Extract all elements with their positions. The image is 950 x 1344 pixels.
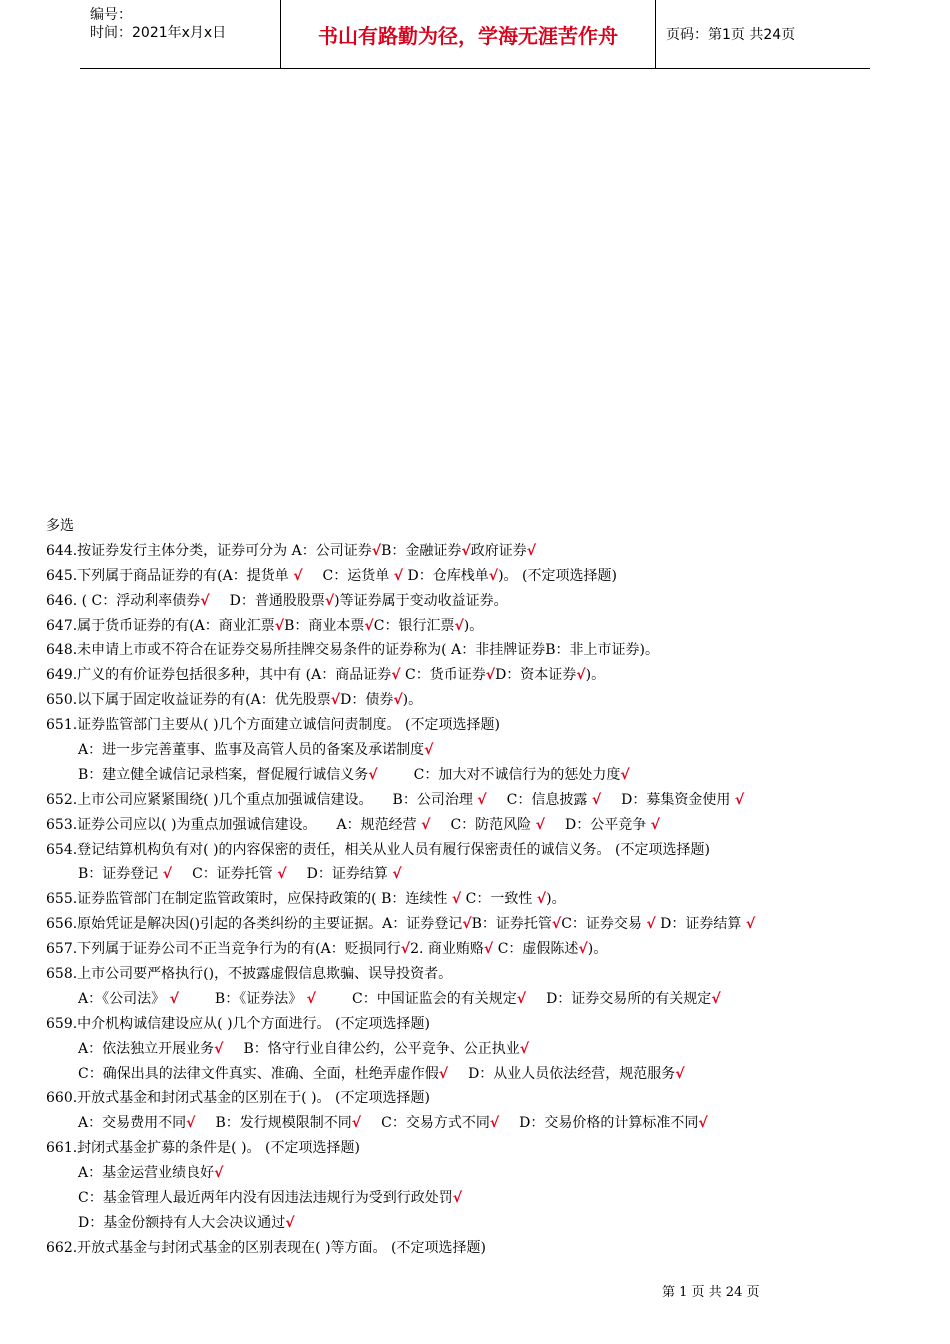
- question-652: [46, 788, 906, 813]
- answer-text: 649.广义的有价证券包括很多种，其中有 (A：商品证券: [46, 667, 392, 684]
- answer-text: C：运货单: [322, 567, 390, 584]
- check-mark-icon: √: [162, 866, 173, 883]
- answer-text: )等证券属于变动收益证券。: [334, 592, 508, 609]
- answer-text: )。: [463, 617, 484, 634]
- section-title: 多选: [46, 518, 74, 534]
- answer-text: )。: [546, 891, 566, 908]
- answer-text: D：证券交易所的有关规定: [546, 990, 712, 1007]
- check-mark-icon: √: [285, 1214, 295, 1231]
- check-mark-icon: √: [293, 567, 303, 584]
- question-654: 654.登记结算机构负有对( )的内容保密的责任，相关从业人员有履行保密责任的诚信义务。 (不定项选择题): [46, 841, 710, 858]
- answer-text: A：交易费用不同: [78, 1115, 187, 1132]
- check-mark-icon: √: [698, 1115, 708, 1132]
- answer-text: )。: [402, 692, 423, 709]
- option-651-a: [46, 738, 906, 763]
- answer-text: D：资本证券: [495, 667, 577, 684]
- check-mark-icon: √: [277, 866, 287, 883]
- question-list: [46, 514, 906, 1261]
- question-662: 662.开放式基金与封闭式基金的区别表现在( )等方面。 (不定项选择题): [46, 1239, 486, 1256]
- check-mark-icon: √: [578, 941, 588, 958]
- question-653: [46, 813, 906, 838]
- answer-text: B：《证券法》: [214, 990, 303, 1007]
- check-mark-icon: √: [745, 916, 756, 933]
- check-mark-icon: √: [516, 990, 527, 1007]
- option-659-ab: [46, 1037, 906, 1062]
- check-mark-icon: √: [461, 542, 471, 559]
- answer-text: B：公司治理: [392, 791, 473, 808]
- answer-text: D：证券结算: [306, 866, 388, 883]
- check-mark-icon: √: [400, 941, 411, 958]
- answer-text: C：银行汇票: [373, 617, 455, 634]
- answer-text: A：进一步完善董事、监事及高管人员的备案及承诺制度: [78, 742, 425, 759]
- check-mark-icon: √: [734, 791, 745, 808]
- check-mark-icon: √: [711, 990, 721, 1007]
- page-footer: 第 1 页 共 24 页: [662, 1285, 760, 1300]
- question-645: [46, 564, 906, 589]
- answer-text: 2. 商业贿赂: [410, 941, 484, 958]
- answer-text: 647.属于货币证券的有(A：商业汇票: [46, 617, 275, 634]
- check-mark-icon: √: [186, 1115, 196, 1132]
- check-mark-icon: √: [214, 1165, 224, 1182]
- answer-text: D：普通股股票: [229, 592, 325, 609]
- option-654: [46, 862, 906, 887]
- answer-text: 656.原始凭证是解决因()引起的各类纠纷的主要证据。A：证券登记: [46, 916, 463, 933]
- question-644: [46, 539, 906, 564]
- answer-text: C：交易方式不同: [381, 1115, 490, 1132]
- check-mark-icon: √: [391, 667, 401, 684]
- check-mark-icon: √: [535, 816, 545, 833]
- check-mark-icon: √: [488, 567, 499, 584]
- answer-text: )。: [585, 667, 606, 684]
- document-number-label: 编号：: [90, 7, 132, 23]
- answer-text: C：证券交易: [561, 916, 642, 933]
- check-mark-icon: √: [462, 916, 472, 933]
- answer-text: A：规范经营: [336, 816, 417, 833]
- answer-text: 655.证券监管部门在制定监管政策时，应保持政策的( B：连续性: [46, 891, 448, 908]
- check-mark-icon: √: [371, 542, 382, 559]
- question-646: [46, 589, 906, 614]
- header-motto: 书山有路勤为径，学海无涯苦作舟: [281, 0, 656, 68]
- answer-text: 645.下列属于商品证券的有(A：提货单: [46, 567, 289, 584]
- option-660: [46, 1111, 906, 1136]
- answer-text: B：发行规模限制不同: [215, 1115, 352, 1132]
- check-mark-icon: √: [393, 567, 404, 584]
- answer-text: C：信息披露: [506, 791, 588, 808]
- option-651-bc: [46, 763, 906, 788]
- check-mark-icon: √: [306, 990, 317, 1007]
- check-mark-icon: √: [576, 667, 586, 684]
- answer-text: C：中国证监会的有关规定: [352, 990, 517, 1007]
- answer-text: B：建立健全诚信记录档案，督促履行诚信义务: [78, 766, 369, 783]
- option-661-d: [46, 1211, 906, 1236]
- answer-text: C：货币证券: [405, 667, 486, 684]
- answer-text: B：证券登记: [78, 866, 159, 883]
- check-mark-icon: √: [421, 816, 431, 833]
- check-mark-icon: √: [551, 916, 562, 933]
- answer-text: 646. ( C：浮动利率债券: [46, 592, 201, 609]
- check-mark-icon: √: [454, 617, 464, 634]
- answer-text: D：交易价格的计算标准不同: [519, 1115, 699, 1132]
- answer-text: C：虚假陈述: [497, 941, 579, 958]
- check-mark-icon: √: [274, 617, 285, 634]
- answer-text: B：证券托管: [471, 916, 552, 933]
- answer-text: A：基金运营业绩良好: [78, 1165, 215, 1182]
- answer-text: A：《公司法》: [78, 990, 166, 1007]
- option-661-a: [46, 1161, 906, 1186]
- answer-text: C：确保出具的法律文件真实、准确、全面，杜绝弄虚作假: [78, 1065, 439, 1082]
- answer-text: B：恪守行业自律公约，公平竞争、公正执业: [243, 1040, 520, 1057]
- page-header: [80, 0, 870, 69]
- question-648: 648.未申请上市或不符合在证券交易所挂牌交易条件的证券称为( A：非挂牌证券B：非上市证券)。: [46, 642, 659, 659]
- check-mark-icon: √: [392, 866, 402, 883]
- question-655: [46, 887, 906, 912]
- answer-text: D：募集资金使用: [621, 791, 731, 808]
- answer-text: 650.以下属于固定收益证券的有(A：优先股票: [46, 692, 331, 709]
- check-mark-icon: √: [675, 1065, 685, 1082]
- option-658: [46, 987, 906, 1012]
- answer-text: C：基金管理人最近两年内没有因违法违规行为受到行政处罚: [78, 1190, 453, 1207]
- answer-text: A：依法独立开展业务: [78, 1040, 215, 1057]
- question-656: [46, 912, 906, 937]
- check-mark-icon: √: [214, 1040, 224, 1057]
- answer-text: 657.下列属于证券公司不正当竞争行为的有(A：贬损同行: [46, 941, 401, 958]
- answer-text: 644.按证券发行主体分类，证券可分为 A：公司证券: [46, 542, 372, 559]
- question-657: [46, 937, 906, 962]
- answer-text: )。: [587, 941, 608, 958]
- answer-text: D：仓库栈单: [407, 567, 489, 584]
- check-mark-icon: √: [169, 990, 179, 1007]
- question-660: 660.开放式基金和封闭式基金的区别在于( )。 (不定项选择题): [46, 1090, 430, 1107]
- check-mark-icon: √: [438, 1065, 449, 1082]
- check-mark-icon: √: [200, 592, 210, 609]
- question-661: 661.封闭式基金扩募的条件是( )。 (不定项选择题): [46, 1140, 360, 1157]
- check-mark-icon: √: [368, 766, 378, 783]
- answer-text: D：债券: [340, 692, 394, 709]
- answer-text: )。 (不定项选择题): [498, 567, 617, 584]
- check-mark-icon: √: [424, 742, 434, 759]
- answer-text: 652.上市公司应紧紧围绕( )几个重点加强诚信建设。: [46, 791, 373, 808]
- option-661-c: [46, 1186, 906, 1211]
- question-650: [46, 688, 906, 713]
- option-659-cd: [46, 1062, 906, 1087]
- question-651: 651.证券监管部门主要从( )几个方面建立诚信问责制度。 (不定项选择题): [46, 717, 500, 734]
- answer-text: 政府证券: [470, 542, 527, 559]
- answer-text: 653.证券公司应以( )为重点加强诚信建设。: [46, 816, 317, 833]
- check-mark-icon: √: [519, 1040, 530, 1057]
- header-page-info: 页码：第1页 共24页: [666, 27, 796, 43]
- check-mark-icon: √: [591, 791, 602, 808]
- check-mark-icon: √: [489, 1115, 500, 1132]
- answer-text: D：公平竞争: [564, 816, 647, 833]
- check-mark-icon: √: [620, 766, 630, 783]
- check-mark-icon: √: [324, 592, 335, 609]
- question-659: 659.中介机构诚信建设应从( )几个方面进行。 (不定项选择题): [46, 1015, 430, 1032]
- check-mark-icon: √: [650, 816, 661, 833]
- check-mark-icon: √: [330, 692, 341, 709]
- question-658: 658.上市公司要严格执行()，不披露虚假信息欺骗、误导投资者。: [46, 966, 453, 983]
- check-mark-icon: √: [393, 692, 403, 709]
- check-mark-icon: √: [351, 1115, 362, 1132]
- check-mark-icon: √: [483, 941, 494, 958]
- check-mark-icon: √: [477, 791, 487, 808]
- check-mark-icon: √: [646, 916, 656, 933]
- check-mark-icon: √: [485, 667, 496, 684]
- check-mark-icon: √: [452, 1190, 463, 1207]
- header-meta: [80, 0, 281, 68]
- check-mark-icon: √: [526, 542, 537, 559]
- check-mark-icon: √: [364, 617, 374, 634]
- answer-text: B：金融证券: [381, 542, 462, 559]
- answer-text: C：防范风险: [450, 816, 532, 833]
- answer-text: C：一致性: [465, 891, 533, 908]
- answer-text: B：商业本票: [284, 617, 365, 634]
- check-mark-icon: √: [536, 891, 547, 908]
- check-mark-icon: √: [451, 891, 462, 908]
- answer-text: C：加大对不诚信行为的惩处力度: [413, 766, 621, 783]
- answer-text: D：从业人员依法经营，规范服务: [468, 1065, 676, 1082]
- question-649: [46, 663, 906, 688]
- answer-text: C：证券托管: [192, 866, 273, 883]
- answer-text: D：基金份额持有人大会决议通过: [78, 1214, 286, 1231]
- document-date: 时间：2021年x月x日: [90, 25, 227, 41]
- question-647: [46, 614, 906, 639]
- answer-text: D：证券结算: [660, 916, 742, 933]
